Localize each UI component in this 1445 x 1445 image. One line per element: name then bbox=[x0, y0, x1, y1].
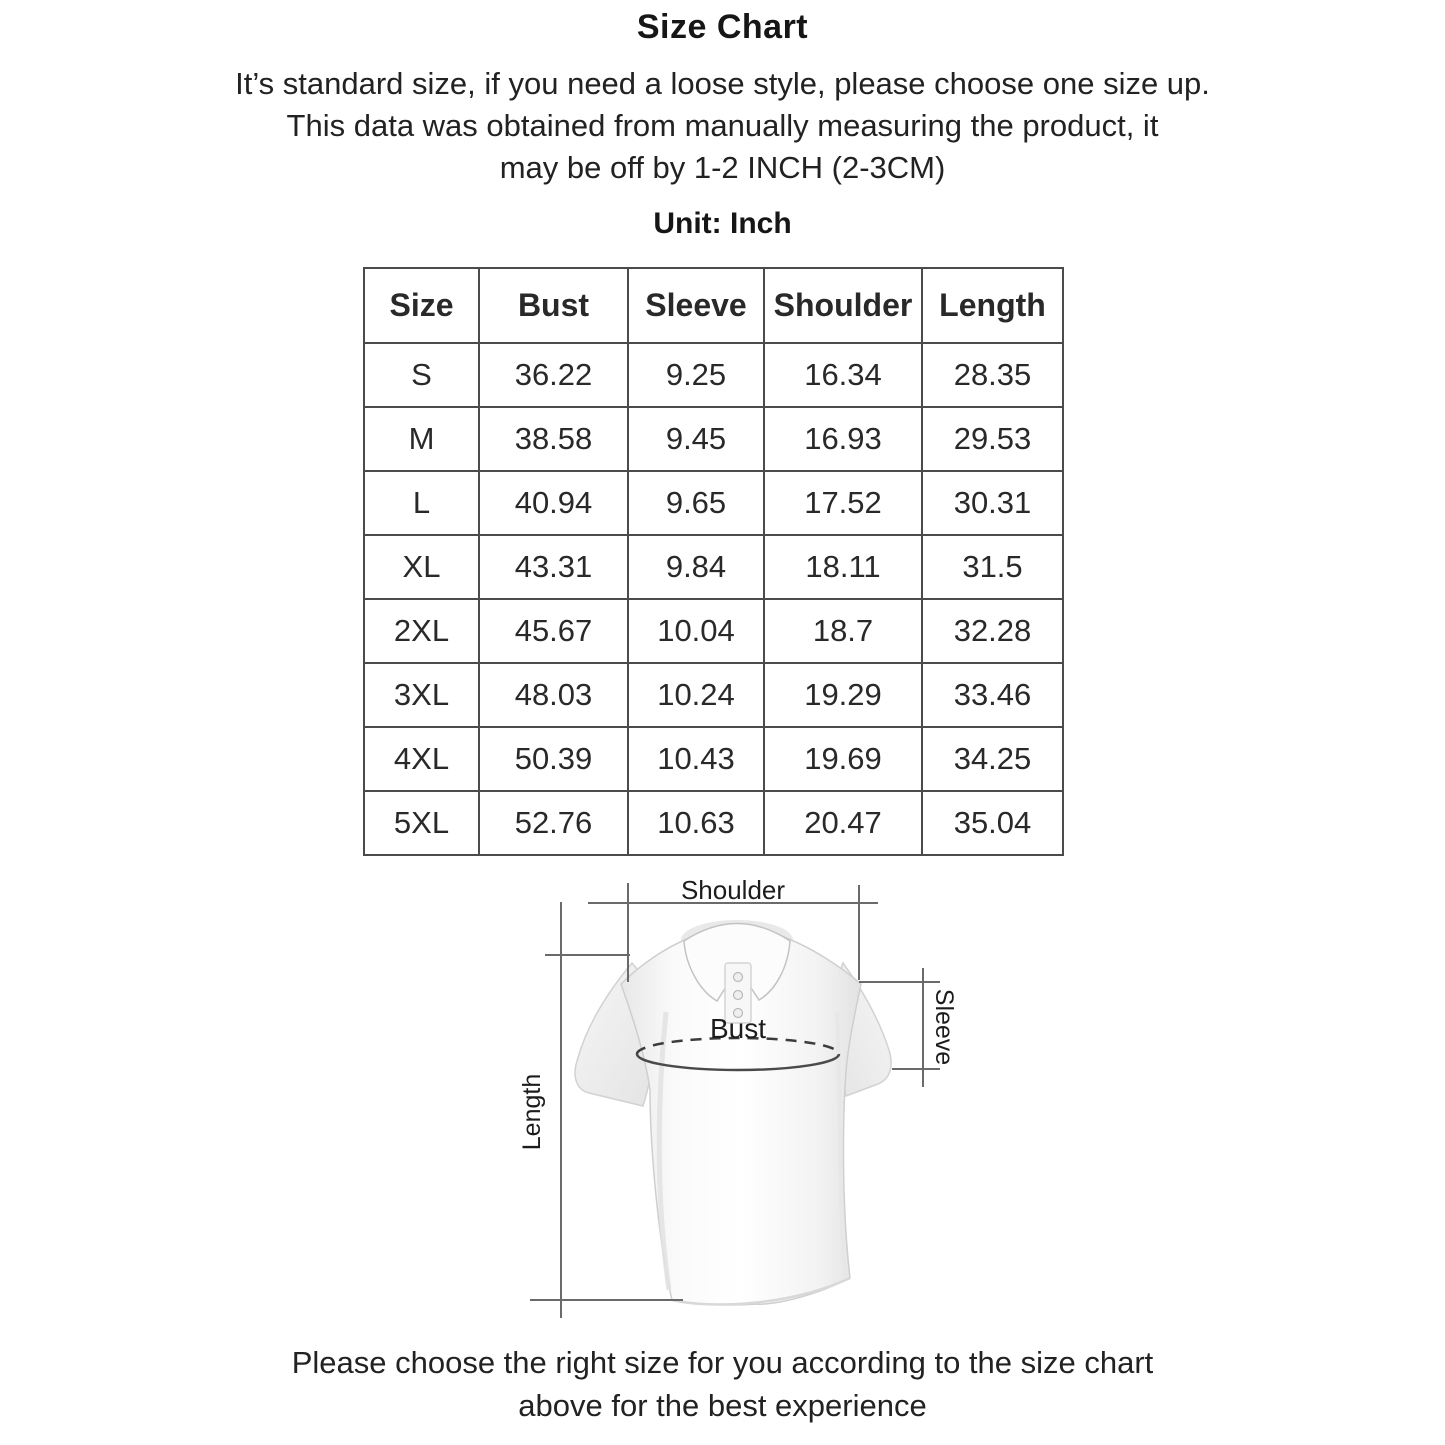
sleeve-cell: 9.84 bbox=[628, 535, 764, 599]
bust-cell: 38.58 bbox=[479, 407, 628, 471]
size-cell: M bbox=[364, 407, 479, 471]
description-line: This data was obtained from manually measuring the product, it bbox=[286, 108, 1159, 143]
shoulder-cell: 20.47 bbox=[764, 791, 922, 855]
shoulder-cell: 16.93 bbox=[764, 407, 922, 471]
bust-cell: 45.67 bbox=[479, 599, 628, 663]
shoulder-cell: 18.11 bbox=[764, 535, 922, 599]
bust-cell: 36.22 bbox=[479, 343, 628, 407]
polo-shirt-illustration bbox=[575, 920, 891, 1305]
sleeve-cell: 10.63 bbox=[628, 791, 764, 855]
sleeve-cell: 10.04 bbox=[628, 599, 764, 663]
size-cell: XL bbox=[364, 535, 479, 599]
header-bust: Bust bbox=[479, 268, 628, 343]
shoulder-cell: 18.7 bbox=[764, 599, 922, 663]
length-cell: 31.5 bbox=[922, 535, 1063, 599]
shoulder-label: Shoulder bbox=[680, 875, 786, 905]
sleeve-cell: 10.24 bbox=[628, 663, 764, 727]
shoulder-cell: 19.69 bbox=[764, 727, 922, 791]
footer-line: above for the best experience bbox=[518, 1388, 927, 1423]
length-cell: 32.28 bbox=[922, 599, 1063, 663]
size-cell: 2XL bbox=[364, 599, 479, 663]
length-cell: 29.53 bbox=[922, 407, 1063, 471]
bust-label: Bust bbox=[709, 1013, 767, 1044]
description-line: It’s standard size, if you need a loose style, please choose one size up. bbox=[235, 66, 1210, 101]
size-cell: S bbox=[364, 343, 479, 407]
shoulder-cell: 19.29 bbox=[764, 663, 922, 727]
header-length: Length bbox=[922, 268, 1063, 343]
bust-cell: 52.76 bbox=[479, 791, 628, 855]
size-cell: L bbox=[364, 471, 479, 535]
header-size: Size bbox=[364, 268, 479, 343]
length-cell: 34.25 bbox=[922, 727, 1063, 791]
sleeve-cell: 10.43 bbox=[628, 727, 764, 791]
description-line: may be off by 1-2 INCH (2-3CM) bbox=[499, 150, 946, 185]
bust-cell: 50.39 bbox=[479, 727, 628, 791]
length-cell: 30.31 bbox=[922, 471, 1063, 535]
sleeve-cell: 9.25 bbox=[628, 343, 764, 407]
bust-cell: 48.03 bbox=[479, 663, 628, 727]
length-cell: 35.04 bbox=[922, 791, 1063, 855]
header-shoulder: Shoulder bbox=[764, 268, 922, 343]
shoulder-cell: 16.34 bbox=[764, 343, 922, 407]
size-cell: 4XL bbox=[364, 727, 479, 791]
footer-note bbox=[0, 1341, 1445, 1427]
sleeve-label: Sleeve bbox=[930, 988, 958, 1066]
length-cell: 33.46 bbox=[922, 663, 1063, 727]
footer-line: Please choose the right size for you according to the size chart bbox=[291, 1345, 1154, 1380]
size-cell: 3XL bbox=[364, 663, 479, 727]
sleeve-cell: 9.65 bbox=[628, 471, 764, 535]
page-title: Size Chart bbox=[636, 8, 809, 46]
bust-cell: 43.31 bbox=[479, 535, 628, 599]
shoulder-cell: 17.52 bbox=[764, 471, 922, 535]
unit-label: Unit: Inch bbox=[653, 207, 792, 240]
length-label: Length bbox=[518, 1073, 546, 1151]
length-cell: 28.35 bbox=[922, 343, 1063, 407]
header-sleeve: Sleeve bbox=[628, 268, 764, 343]
size-cell: 5XL bbox=[364, 791, 479, 855]
bust-cell: 40.94 bbox=[479, 471, 628, 535]
sleeve-cell: 9.45 bbox=[628, 407, 764, 471]
